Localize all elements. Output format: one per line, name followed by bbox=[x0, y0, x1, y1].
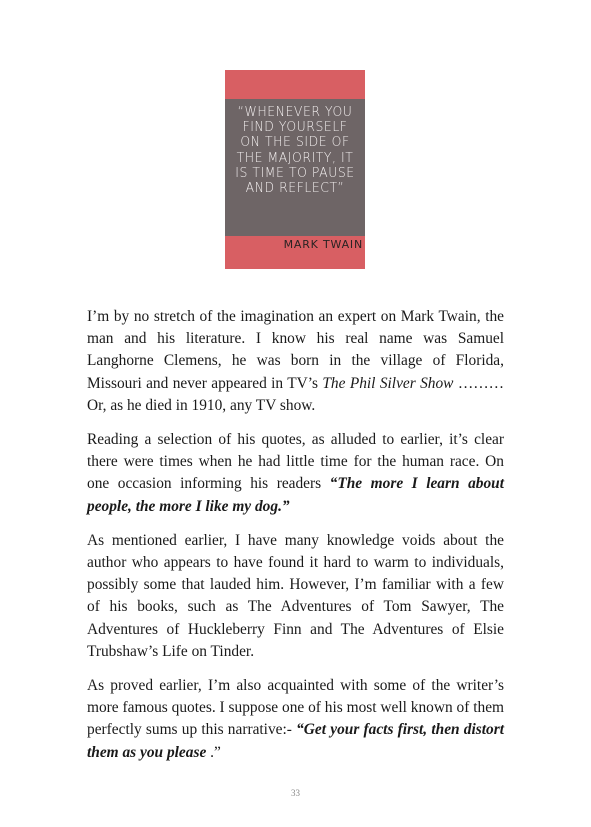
paragraph-2-text: Reading a selection of his quotes, as alluded to earlier, it’s clear there were times when he had little time for the human race. On one occasion informing his readers bbox=[87, 431, 504, 493]
paragraph-1-tail: ……… Or, as he died in 1910, any TV show. bbox=[87, 374, 504, 414]
paragraph-4-tail: .” bbox=[206, 743, 221, 761]
quote-panel bbox=[225, 99, 365, 251]
paragraph-1 bbox=[87, 306, 504, 417]
paragraph-3 bbox=[87, 530, 504, 663]
dog-quote: “The more I learn about people, the more I like my dog.” bbox=[87, 475, 504, 515]
paragraph-3-text: As mentioned earlier, I have many knowledge voids about the author who appears to have found it hard to warm to individuals, possibly some that lauded him. However, I’m familiar with a few of his books, such as The Adventures of Tom Sawyer, The Adventures of Huckleberry Finn and The Adventures of Elsie Trubshaw’s Life on Tinder. bbox=[87, 531, 504, 660]
show-title: The Phil Silver Show bbox=[322, 374, 454, 392]
body-text bbox=[87, 306, 504, 776]
page-number: 33 bbox=[291, 788, 300, 798]
quote-text: “WHENEVER YOU FIND YOURSELF ON THE SIDE OF THE MAJORITY, IT IS TIME TO PAUSE AND REFLECT” bbox=[235, 104, 355, 197]
paragraph-4 bbox=[87, 675, 504, 764]
quote-author: MARK TWAIN bbox=[283, 238, 363, 251]
paragraph-2 bbox=[87, 429, 504, 518]
facts-quote: “Get your facts first, then distort them as you please bbox=[87, 721, 504, 761]
paragraph-1-text: I’m by no stretch of the imagination an expert on Mark Twain, the man and his literature. I know his real name was Samuel Langhorne Clemens, he was born in the village of Florida, Missouri and never appeared in TV’s bbox=[87, 308, 504, 392]
mark-twain-quote-image bbox=[225, 70, 365, 269]
paragraph-4-text: As proved earlier, I’m also acquainted with some of the writer’s more famous quotes. I suppose one of his most well known of them perfectly sums up this narrative:- bbox=[87, 677, 504, 739]
